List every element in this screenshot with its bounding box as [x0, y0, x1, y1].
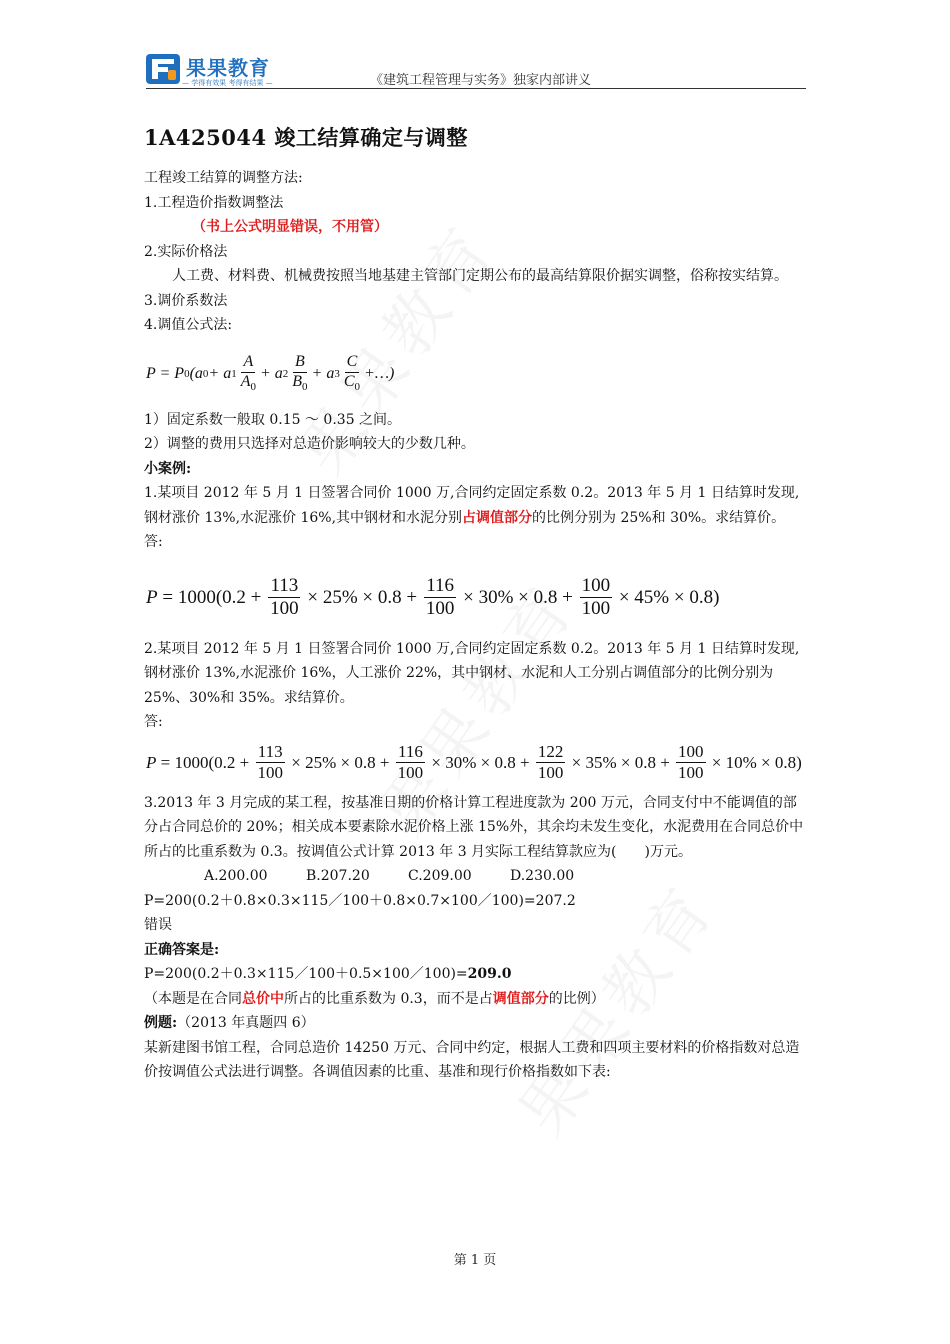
text: P=200(0.2＋0.3×115／100＋0.5×100／100)=	[144, 966, 468, 982]
brand-name: 果果教育	[186, 56, 270, 80]
formula-text: + a	[208, 364, 232, 382]
formula-case-2	[146, 735, 808, 791]
fraction	[536, 742, 566, 782]
example-text: 某新建图书馆工程，合同总造价 14250 万元、合同中约定，根据人工费和四项主要材料的价格指数对总造价按调值公式法进行调整。各调值因素的比重、基准和现行价格指数如下表:	[144, 1039, 800, 1080]
formula-sub: 0	[184, 367, 190, 380]
formula-general	[146, 346, 808, 402]
text: 所占的比重系数为 0.3，而不是占	[284, 990, 493, 1007]
fraction	[396, 742, 426, 782]
main-content	[144, 122, 808, 1085]
formula-text: P	[146, 752, 157, 772]
numerator: 113	[270, 575, 299, 597]
formula-text: = 1000(0.2 +	[156, 752, 254, 772]
formula-sub: 0	[250, 380, 256, 393]
numerator: A	[241, 353, 255, 372]
denominator	[290, 373, 309, 394]
method-3: 3.调价系数法	[144, 292, 228, 309]
denominator	[239, 373, 258, 394]
case-2: 2.某项目 2012 年 5 月 1 日签署合同价 1000 万,合同约定固定系数 0.2。2013 年 5 月 1 日结算时发现,钢材涨价 13%,水泥涨价 16%，人工涨价 22%，其中钢材、水泥和人工分别占调值部分的比例分别为 25%、30%和 35%。求结算价。	[144, 640, 800, 706]
case-1	[144, 481, 808, 530]
correct-value: 209.0	[467, 966, 512, 982]
formula-sub: 1	[231, 367, 237, 380]
formula-text: × 10% × 0.8)	[707, 752, 802, 772]
numerator: 100	[581, 575, 611, 597]
numerator: C	[345, 353, 360, 372]
fraction	[580, 575, 613, 620]
numerator: 116	[426, 575, 454, 597]
formula-sub: 0	[202, 367, 209, 380]
answer-label: 答:	[144, 534, 163, 550]
formula-text: P = P	[146, 364, 185, 382]
correct-label: 正确答案是:	[144, 941, 220, 958]
formula-case-1	[146, 563, 808, 633]
brand-logo	[146, 52, 286, 88]
wrong-label: 错误	[144, 917, 172, 933]
formula-text: × 25% × 0.8 +	[286, 752, 394, 772]
numerator: 122	[537, 742, 564, 762]
choice-b: B.207.20	[306, 868, 370, 884]
formula-text: × 30% × 0.8 +	[458, 586, 578, 608]
fraction	[424, 575, 457, 620]
method-2: 2.实际价格法	[144, 243, 228, 260]
fraction	[255, 742, 285, 782]
denominator	[342, 373, 362, 394]
numerator: B	[293, 353, 307, 372]
formula-text: × 25% × 0.8 +	[302, 586, 422, 608]
formula-text: × 35% × 0.8 +	[567, 752, 675, 772]
correct-calculation	[144, 962, 808, 987]
denominator: 100	[397, 763, 424, 782]
formula-text: × 45% × 0.8)	[614, 586, 720, 608]
denominator: 100	[425, 598, 455, 619]
formula-sub: 0	[354, 380, 361, 393]
choices	[144, 864, 808, 889]
wrong-calculation: P=200(0.2＋0.8×0.3×115／100＋0.8×0.7×100／100)=207.2	[144, 892, 576, 909]
case-3: 3.2013 年 3 月完成的某工程，按基准日期的价格计算工程进度款为 200 万元，合同支付中不能调值的部分占合同总价的 20%；相关成本要素除水泥价格上涨 15%外，其余均未发生变化，水泥费用在合同总价中所占的比重系数为 0.3。按调值公式计算 2013 年 3 月实际工程结算款应为( )万元。	[144, 794, 804, 860]
formula-sub: 3	[334, 367, 340, 380]
choice-c: C.209.00	[408, 868, 472, 884]
page-number: 第 1 页	[453, 1253, 497, 1268]
method-1: 1.工程造价指数调整法	[144, 194, 284, 211]
example-source: （2013 年真题四 6）	[177, 1015, 315, 1031]
formula-text: C	[343, 372, 355, 390]
numerator: 116	[397, 742, 423, 762]
formula-text: (a	[189, 364, 203, 382]
list-item: 2）调整的费用只选择对总造价影响较大的少数几种。	[144, 436, 475, 452]
text: （本题是在合同	[144, 990, 242, 1007]
text: 的比例）	[548, 990, 605, 1007]
example-heading	[144, 1011, 808, 1036]
denominator: 100	[581, 598, 611, 619]
fraction	[342, 353, 362, 393]
text: 1.某项目 2012 年 5 月 1 日签署合同价 1000 万,合同约定固定系数 0.2。2013 年 5 月 1 日结算时发现,钢材涨价 13%,水泥涨价 16%,其中钢材和水泥分别	[144, 485, 800, 526]
fraction	[239, 353, 258, 393]
highlight: 调值部分	[492, 990, 549, 1007]
fraction	[676, 742, 706, 782]
choice-a: A.200.00	[204, 868, 268, 884]
formula-sub: 0	[302, 380, 308, 393]
logo-icon	[146, 54, 180, 84]
denominator: 100	[537, 763, 564, 782]
formula-text: B	[292, 372, 303, 390]
red-note: （书上公式明显错误，不用管）	[192, 219, 388, 235]
list-item: 1）固定系数一般取 0.15 ～ 0.35 之间。	[144, 411, 402, 428]
formula-text: A	[240, 372, 251, 390]
note	[144, 987, 808, 1012]
formula-text: P	[146, 586, 158, 608]
formula-text: +…)	[364, 364, 395, 382]
formula-text: + a	[311, 364, 335, 382]
denominator: 100	[678, 763, 704, 782]
subheading: 小案例:	[144, 460, 192, 477]
page-header	[146, 52, 806, 89]
denominator: 100	[257, 763, 283, 782]
fraction	[290, 353, 309, 393]
denominator: 100	[270, 598, 299, 619]
formula-text: × 30% × 0.8 +	[427, 752, 534, 772]
formula-sub: 2	[282, 367, 289, 380]
brand-slogan: — 学得有效果 考得有结果 —	[182, 79, 273, 87]
numerator: 113	[257, 742, 283, 762]
section-heading: 1A425044 竣工结算确定与调整	[144, 125, 468, 150]
numerator: 100	[678, 742, 704, 762]
paragraph: 人工费、材料费、机械费按照当地基建主管部门定期公布的最高结算限价据实调整，俗称按实结算。	[172, 268, 788, 284]
formula-text: = 1000(0.2 +	[157, 586, 267, 608]
formula-text: + a	[259, 364, 283, 382]
choice-d: D.230.00	[510, 868, 575, 884]
text: 的比例分别为 25%和 30%。求结算价。	[532, 509, 786, 526]
method-4: 4.调值公式法:	[144, 317, 233, 333]
answer-label: 答:	[144, 714, 163, 730]
paragraph: 工程竣工结算的调整方法:	[144, 170, 303, 186]
highlight: 总价中	[242, 990, 284, 1007]
highlight: 占调值部分	[462, 509, 533, 526]
fraction	[268, 575, 301, 620]
example-label: 例题:	[144, 1015, 178, 1031]
document-title: 《建筑工程管理与实务》独家内部讲义	[370, 73, 592, 88]
